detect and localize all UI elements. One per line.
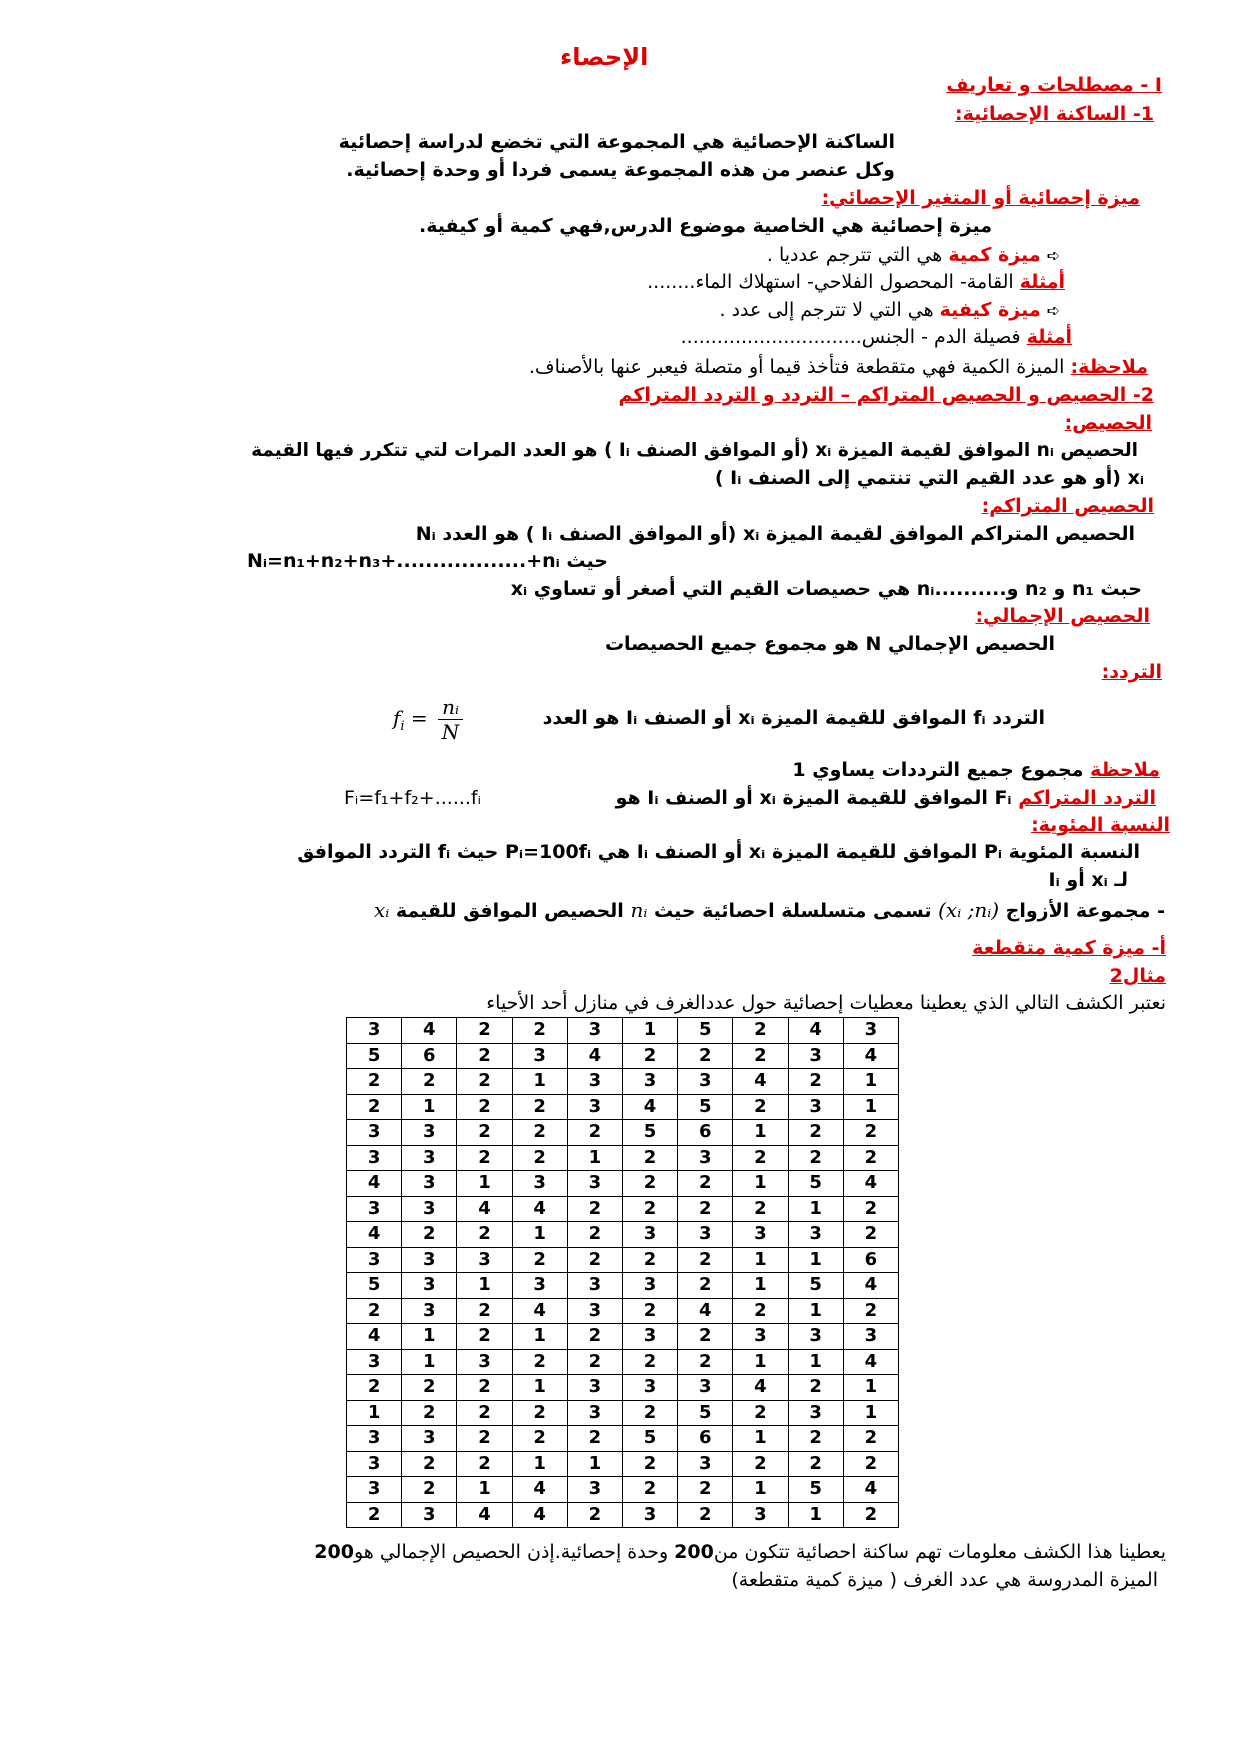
table-cell: 4 bbox=[347, 1171, 402, 1197]
cumulative-frequency-line bbox=[616, 786, 1156, 810]
table-cell: 2 bbox=[843, 1298, 898, 1324]
table-cell: 3 bbox=[402, 1298, 457, 1324]
note-label: ملاحظة: bbox=[1070, 356, 1148, 378]
conclusion-text-b: وحدة إحصائية.إذن الحصيص الإجمالي هو bbox=[353, 1541, 675, 1563]
table-cell: 3 bbox=[567, 1171, 622, 1197]
table-cell: 2 bbox=[457, 1451, 512, 1477]
examples-label: أمثلة bbox=[1019, 271, 1065, 293]
table-cell: 3 bbox=[733, 1502, 788, 1528]
table-cell: 2 bbox=[622, 1298, 677, 1324]
table-cell: 2 bbox=[402, 1069, 457, 1095]
table-cell: 1 bbox=[512, 1324, 567, 1350]
section-heading-definitions: I - مصطلحات و تعاريف bbox=[946, 74, 1162, 96]
table-cell: 1 bbox=[622, 1018, 677, 1044]
table-cell: 2 bbox=[457, 1375, 512, 1401]
table-cell: 2 bbox=[567, 1222, 622, 1248]
data-table-body bbox=[347, 1018, 899, 1528]
table-cell: 4 bbox=[512, 1298, 567, 1324]
table-cell: 1 bbox=[733, 1171, 788, 1197]
table-cell: 2 bbox=[622, 1171, 677, 1197]
table-cell: 2 bbox=[843, 1145, 898, 1171]
table-cell: 2 bbox=[457, 1298, 512, 1324]
table-cell: 5 bbox=[788, 1171, 843, 1197]
table-cell: 3 bbox=[567, 1298, 622, 1324]
formula-f-index: i bbox=[400, 718, 405, 734]
examples-label: أمثلة bbox=[1026, 326, 1072, 348]
table-cell: 1 bbox=[733, 1273, 788, 1299]
series-pair: (xᵢ ;nᵢ) bbox=[938, 898, 1000, 922]
table-cell: 2 bbox=[678, 1349, 733, 1375]
formula-numerator: nᵢ bbox=[438, 695, 463, 720]
table-cell: 2 bbox=[733, 1298, 788, 1324]
table-cell: 2 bbox=[457, 1094, 512, 1120]
table-cell: 3 bbox=[622, 1324, 677, 1350]
table-cell: 2 bbox=[733, 1145, 788, 1171]
qualitative-examples-line bbox=[681, 325, 1072, 349]
cumulative-count-line1: الحصيص المتراكم الموافق لقيمة الميزة xᵢ (أو الموافق الصنف Iᵢ ) هو العدد Nᵢ bbox=[415, 523, 1135, 545]
table-cell: 2 bbox=[567, 1349, 622, 1375]
table-cell: 3 bbox=[402, 1171, 457, 1197]
table-cell: 3 bbox=[512, 1171, 567, 1197]
table-cell: 3 bbox=[457, 1349, 512, 1375]
table-cell: 4 bbox=[733, 1069, 788, 1095]
example-label: مثال2 bbox=[1109, 965, 1166, 987]
qualitative-term: ميزة كيفية bbox=[939, 299, 1041, 321]
table-cell: 2 bbox=[788, 1145, 843, 1171]
table-cell: 2 bbox=[678, 1171, 733, 1197]
table-cell: 3 bbox=[788, 1222, 843, 1248]
note2-text: مجموع جميع الترددات يساوي 1 bbox=[792, 759, 1091, 781]
table-cell: 4 bbox=[512, 1502, 567, 1528]
table-cell: 3 bbox=[788, 1400, 843, 1426]
table-row bbox=[347, 1324, 899, 1350]
table-cell: 2 bbox=[457, 1222, 512, 1248]
table-cell: 2 bbox=[347, 1298, 402, 1324]
table-row bbox=[347, 1349, 899, 1375]
table-cell: 3 bbox=[678, 1069, 733, 1095]
frequency-heading: التردد: bbox=[1101, 661, 1162, 683]
table-cell: 3 bbox=[788, 1324, 843, 1350]
table-cell: 2 bbox=[622, 1477, 677, 1503]
table-row bbox=[347, 1451, 899, 1477]
series-definition bbox=[374, 898, 1165, 923]
table-cell: 2 bbox=[788, 1120, 843, 1146]
table-cell: 2 bbox=[402, 1400, 457, 1426]
conclusion-count-1: 200 bbox=[674, 1541, 714, 1563]
table-row bbox=[347, 1273, 899, 1299]
table-cell: 3 bbox=[678, 1451, 733, 1477]
arrow-bullet-icon: ➪ bbox=[1046, 246, 1060, 265]
table-cell: 1 bbox=[512, 1375, 567, 1401]
table-cell: 2 bbox=[457, 1426, 512, 1452]
table-cell: 1 bbox=[788, 1247, 843, 1273]
series-xi: xᵢ bbox=[373, 898, 390, 922]
table-row bbox=[347, 1171, 899, 1197]
table-cell: 3 bbox=[567, 1477, 622, 1503]
table-cell: 4 bbox=[567, 1043, 622, 1069]
table-cell: 2 bbox=[567, 1247, 622, 1273]
cumulative-frequency-term: التردد المتراكم bbox=[1018, 787, 1156, 809]
population-heading: 1- الساكنة الإحصائية: bbox=[954, 103, 1154, 125]
table-cell: 1 bbox=[788, 1298, 843, 1324]
table-cell: 3 bbox=[622, 1273, 677, 1299]
table-cell: 4 bbox=[347, 1222, 402, 1248]
table-cell: 2 bbox=[512, 1094, 567, 1120]
table-cell: 2 bbox=[512, 1120, 567, 1146]
table-row bbox=[347, 1069, 899, 1095]
table-cell: 6 bbox=[843, 1247, 898, 1273]
population-definition-line1: الساكنة الإحصائية هي المجموعة التي تخضع لدراسة إحصائية bbox=[338, 131, 895, 153]
series-ni: nᵢ bbox=[630, 898, 648, 922]
table-cell: 2 bbox=[347, 1375, 402, 1401]
table-cell: 1 bbox=[512, 1069, 567, 1095]
table-cell: 2 bbox=[457, 1120, 512, 1146]
table-cell: 2 bbox=[678, 1043, 733, 1069]
table-cell: 4 bbox=[622, 1094, 677, 1120]
series-text-b: تسمى متسلسلة احصائية حيث bbox=[647, 900, 939, 922]
table-cell: 3 bbox=[678, 1145, 733, 1171]
table-cell: 2 bbox=[567, 1502, 622, 1528]
table-cell: 2 bbox=[788, 1426, 843, 1452]
count-definition-line2: xᵢ (أو هو عدد القيم التي تنتمي إلى الصنف Iᵢ ) bbox=[714, 467, 1144, 489]
table-cell: 3 bbox=[347, 1247, 402, 1273]
table-row bbox=[347, 1196, 899, 1222]
table-cell: 2 bbox=[788, 1375, 843, 1401]
table-cell: 5 bbox=[788, 1477, 843, 1503]
table-cell: 3 bbox=[622, 1502, 677, 1528]
note-text: الميزة الكمية فهي متقطعة فتأخذ قيما أو متصلة فيعبر عنها بالأصناف. bbox=[528, 356, 1071, 378]
table-cell: 2 bbox=[733, 1043, 788, 1069]
table-cell: 4 bbox=[678, 1298, 733, 1324]
table-cell: 2 bbox=[347, 1069, 402, 1095]
table-cell: 2 bbox=[733, 1196, 788, 1222]
table-cell: 1 bbox=[567, 1145, 622, 1171]
conclusion-count-2: 200 bbox=[314, 1541, 354, 1563]
table-cell: 1 bbox=[347, 1400, 402, 1426]
table-row bbox=[347, 1426, 899, 1452]
table-cell: 2 bbox=[402, 1451, 457, 1477]
data-table bbox=[346, 1017, 899, 1528]
table-cell: 1 bbox=[788, 1196, 843, 1222]
table-row bbox=[347, 1018, 899, 1044]
table-cell: 3 bbox=[622, 1069, 677, 1095]
table-cell: 2 bbox=[733, 1094, 788, 1120]
table-cell: 5 bbox=[678, 1018, 733, 1044]
table-cell: 3 bbox=[402, 1247, 457, 1273]
population-definition-line2: وكل عنصر من هذه المجموعة يسمى فردا أو وحدة إحصائية. bbox=[346, 159, 895, 181]
table-cell: 2 bbox=[678, 1247, 733, 1273]
table-cell: 4 bbox=[843, 1043, 898, 1069]
percentage-heading: النسبة المئوية: bbox=[1031, 814, 1170, 836]
table-row bbox=[347, 1375, 899, 1401]
table-cell: 1 bbox=[512, 1451, 567, 1477]
table-cell: 2 bbox=[843, 1451, 898, 1477]
table-cell: 1 bbox=[457, 1273, 512, 1299]
table-cell: 2 bbox=[347, 1094, 402, 1120]
table-cell: 3 bbox=[402, 1196, 457, 1222]
table-cell: 2 bbox=[457, 1145, 512, 1171]
table-cell: 3 bbox=[788, 1094, 843, 1120]
table-cell: 3 bbox=[567, 1094, 622, 1120]
count-definition-line1: الحصيص nᵢ الموافق لقيمة الميزة xᵢ (أو الموافق الصنف Iᵢ ) هو العدد المرات لتي تتكرر فيها القيمة bbox=[251, 440, 1138, 461]
formula-fraction bbox=[438, 695, 463, 744]
table-cell: 2 bbox=[622, 1043, 677, 1069]
cumulative-frequency-text: Fᵢ الموافق للقيمة الميزة xᵢ أو الصنف Iᵢ هو bbox=[615, 787, 1019, 809]
qualitative-definition: هي التي لا تترجم إلى عدد . bbox=[719, 299, 940, 321]
table-cell: 2 bbox=[622, 1451, 677, 1477]
table-cell: 2 bbox=[678, 1196, 733, 1222]
variable-heading: ميزة إحصائية أو المتغير الإحصائي: bbox=[821, 187, 1140, 209]
table-row bbox=[347, 1043, 899, 1069]
table-cell: 2 bbox=[457, 1018, 512, 1044]
total-count-definition: الحصيص الإجمالي N هو مجموع جميع الحصيصات bbox=[604, 633, 1055, 655]
table-cell: 2 bbox=[622, 1247, 677, 1273]
table-cell: 3 bbox=[402, 1502, 457, 1528]
arrow-bullet-icon: ➪ bbox=[1046, 301, 1060, 320]
conclusion-line2: الميزة المدروسة هي عدد الغرف ( ميزة كمية متقطعة) bbox=[731, 1569, 1158, 1591]
quantitative-line bbox=[767, 243, 1060, 268]
table-cell: 2 bbox=[622, 1145, 677, 1171]
table-cell: 4 bbox=[843, 1477, 898, 1503]
table-cell: 1 bbox=[457, 1171, 512, 1197]
table-cell: 3 bbox=[347, 1018, 402, 1044]
section-heading-counts: 2- الحصيص و الحصيص المتراكم – التردد و التردد المتراكم bbox=[618, 384, 1154, 406]
quantitative-term: ميزة كمية bbox=[948, 244, 1041, 266]
table-cell: 4 bbox=[843, 1349, 898, 1375]
table-cell: 6 bbox=[678, 1120, 733, 1146]
table-cell: 6 bbox=[402, 1043, 457, 1069]
quantitative-examples: القامة- المحصول الفلاحي- استهلاك الماء........ bbox=[647, 271, 1020, 293]
table-cell: 3 bbox=[567, 1018, 622, 1044]
table-cell: 3 bbox=[347, 1477, 402, 1503]
cumulative-frequency-formula: Fᵢ=f₁+f₂+......fᵢ bbox=[344, 787, 482, 809]
table-cell: 2 bbox=[788, 1451, 843, 1477]
table-cell: 3 bbox=[347, 1349, 402, 1375]
table-cell: 5 bbox=[622, 1120, 677, 1146]
table-cell: 1 bbox=[402, 1349, 457, 1375]
table-cell: 2 bbox=[843, 1426, 898, 1452]
percentage-line1: النسبة المئوية Pᵢ الموافق للقيمة الميزة xᵢ أو الصنف Iᵢ هي Pᵢ=100fᵢ حيث fᵢ التردد الموافق bbox=[297, 841, 1140, 863]
count-heading: الحصيص: bbox=[1064, 412, 1152, 434]
series-text-c: الحصيص الموافق للقيمة bbox=[389, 900, 631, 922]
table-cell: 4 bbox=[512, 1196, 567, 1222]
table-cell: 2 bbox=[567, 1426, 622, 1452]
table-cell: 4 bbox=[512, 1477, 567, 1503]
note2-line bbox=[792, 758, 1160, 782]
table-row bbox=[347, 1222, 899, 1248]
table-cell: 3 bbox=[567, 1400, 622, 1426]
table-cell: 4 bbox=[347, 1324, 402, 1350]
table-row bbox=[347, 1247, 899, 1273]
note2-label: ملاحظة bbox=[1090, 759, 1160, 781]
table-cell: 3 bbox=[512, 1273, 567, 1299]
table-cell: 2 bbox=[512, 1400, 567, 1426]
formula-denominator: N bbox=[441, 720, 460, 744]
table-cell: 2 bbox=[733, 1400, 788, 1426]
example-intro: نعتبر الكشف التالي الذي يعطينا معطيات إحصائية حول عددالغرف في منازل أحد الأحياء bbox=[486, 992, 1166, 1014]
table-cell: 5 bbox=[678, 1094, 733, 1120]
table-cell: 3 bbox=[678, 1375, 733, 1401]
table-cell: 3 bbox=[843, 1324, 898, 1350]
table-cell: 4 bbox=[843, 1273, 898, 1299]
table-cell: 1 bbox=[567, 1451, 622, 1477]
qualitative-line bbox=[719, 298, 1060, 323]
table-cell: 2 bbox=[457, 1400, 512, 1426]
table-cell: 4 bbox=[402, 1018, 457, 1044]
table-cell: 4 bbox=[457, 1502, 512, 1528]
table-cell: 2 bbox=[678, 1477, 733, 1503]
table-cell: 2 bbox=[733, 1451, 788, 1477]
table-cell: 2 bbox=[788, 1069, 843, 1095]
table-cell: 1 bbox=[843, 1375, 898, 1401]
table-row bbox=[347, 1477, 899, 1503]
table-cell: 5 bbox=[347, 1043, 402, 1069]
table-row bbox=[347, 1120, 899, 1146]
table-cell: 2 bbox=[512, 1018, 567, 1044]
table-row bbox=[347, 1400, 899, 1426]
table-cell: 3 bbox=[567, 1069, 622, 1095]
table-cell: 5 bbox=[622, 1426, 677, 1452]
table-cell: 1 bbox=[733, 1247, 788, 1273]
formula-equals: = bbox=[404, 706, 435, 730]
table-cell: 2 bbox=[512, 1247, 567, 1273]
table-cell: 3 bbox=[347, 1120, 402, 1146]
table-cell: 2 bbox=[678, 1273, 733, 1299]
example-heading: أ- ميزة كمية متقطعة bbox=[972, 937, 1166, 959]
table-cell: 3 bbox=[622, 1222, 677, 1248]
table-cell: 2 bbox=[457, 1069, 512, 1095]
table-cell: 3 bbox=[347, 1196, 402, 1222]
conclusion-line1 bbox=[314, 1540, 1166, 1564]
table-cell: 1 bbox=[402, 1324, 457, 1350]
table-cell: 1 bbox=[843, 1069, 898, 1095]
table-row bbox=[347, 1298, 899, 1324]
page-title: الإحصاء bbox=[560, 43, 649, 71]
table-cell: 3 bbox=[567, 1375, 622, 1401]
qualitative-examples: فصيلة الدم - الجنس.............................. bbox=[680, 326, 1027, 348]
percentage-line2: لـ xᵢ أو Iᵢ bbox=[1048, 869, 1128, 891]
note-line bbox=[529, 355, 1148, 379]
table-cell: 1 bbox=[733, 1349, 788, 1375]
table-cell: 2 bbox=[622, 1196, 677, 1222]
table-cell: 3 bbox=[512, 1043, 567, 1069]
table-cell: 1 bbox=[402, 1094, 457, 1120]
quantitative-definition: هي التي تترجم عدديا . bbox=[766, 244, 949, 266]
conclusion-text-a: يعطينا هذا الكشف معلومات تهم ساكنة احصائية تتكون من bbox=[713, 1541, 1166, 1563]
formula-f: f bbox=[393, 706, 401, 730]
cumulative-count-formula: حيث Nᵢ=n₁+n₂+n₃+..................+nᵢ bbox=[246, 550, 608, 572]
table-cell: 3 bbox=[347, 1145, 402, 1171]
table-cell: 1 bbox=[843, 1094, 898, 1120]
table-cell: 2 bbox=[402, 1477, 457, 1503]
table-cell: 3 bbox=[567, 1273, 622, 1299]
quantitative-examples-line bbox=[647, 270, 1065, 294]
table-cell: 3 bbox=[733, 1222, 788, 1248]
table-row bbox=[347, 1502, 899, 1528]
table-cell: 6 bbox=[678, 1426, 733, 1452]
table-cell: 3 bbox=[678, 1222, 733, 1248]
table-cell: 1 bbox=[512, 1222, 567, 1248]
table-cell: 5 bbox=[788, 1273, 843, 1299]
table-cell: 3 bbox=[402, 1145, 457, 1171]
table-cell: 3 bbox=[788, 1043, 843, 1069]
table-row bbox=[347, 1094, 899, 1120]
table-cell: 2 bbox=[678, 1502, 733, 1528]
table-cell: 5 bbox=[678, 1400, 733, 1426]
table-cell: 2 bbox=[512, 1145, 567, 1171]
table-cell: 3 bbox=[347, 1426, 402, 1452]
table-cell: 4 bbox=[457, 1196, 512, 1222]
table-cell: 2 bbox=[622, 1349, 677, 1375]
table-cell: 2 bbox=[347, 1502, 402, 1528]
table-cell: 1 bbox=[733, 1477, 788, 1503]
table-cell: 2 bbox=[733, 1018, 788, 1044]
table-cell: 3 bbox=[457, 1247, 512, 1273]
table-cell: 3 bbox=[347, 1451, 402, 1477]
table-cell: 2 bbox=[843, 1222, 898, 1248]
total-count-heading: الحصيص الإجمالي: bbox=[975, 605, 1150, 627]
table-cell: 4 bbox=[843, 1171, 898, 1197]
table-cell: 1 bbox=[788, 1349, 843, 1375]
frequency-formula bbox=[393, 690, 467, 755]
table-cell: 3 bbox=[402, 1426, 457, 1452]
table-cell: 3 bbox=[733, 1324, 788, 1350]
table-cell: 3 bbox=[402, 1273, 457, 1299]
table-cell: 2 bbox=[457, 1324, 512, 1350]
table-cell: 2 bbox=[402, 1222, 457, 1248]
table-cell: 2 bbox=[512, 1349, 567, 1375]
table-cell: 4 bbox=[788, 1018, 843, 1044]
table-cell: 1 bbox=[843, 1400, 898, 1426]
table-cell: 2 bbox=[457, 1043, 512, 1069]
cumulative-count-heading: الحصيص المتراكم: bbox=[981, 495, 1154, 517]
table-cell: 3 bbox=[622, 1375, 677, 1401]
table-cell: 1 bbox=[733, 1120, 788, 1146]
table-cell: 1 bbox=[733, 1426, 788, 1452]
table-cell: 2 bbox=[512, 1426, 567, 1452]
table-cell: 5 bbox=[347, 1273, 402, 1299]
variable-definition: ميزة إحصائية هي الخاصية موضوع الدرس,فهي كمية أو كيفية. bbox=[419, 215, 992, 237]
table-cell: 4 bbox=[733, 1375, 788, 1401]
table-cell: 1 bbox=[788, 1502, 843, 1528]
table-cell: 2 bbox=[567, 1120, 622, 1146]
table-row bbox=[347, 1145, 899, 1171]
table-cell: 1 bbox=[457, 1477, 512, 1503]
table-cell: 2 bbox=[678, 1324, 733, 1350]
table-cell: 2 bbox=[567, 1196, 622, 1222]
table-cell: 3 bbox=[843, 1018, 898, 1044]
series-text-a: - مجموعة الأزواج bbox=[999, 900, 1165, 922]
table-cell: 2 bbox=[843, 1502, 898, 1528]
cumulative-count-line3: حبث n₁ و n₂ و..........nᵢ هي حصيصات القيم التي أصغر أو تساوي xᵢ bbox=[510, 578, 1142, 600]
table-cell: 3 bbox=[402, 1120, 457, 1146]
table-cell: 2 bbox=[622, 1400, 677, 1426]
table-cell: 2 bbox=[843, 1196, 898, 1222]
table-cell: 2 bbox=[567, 1324, 622, 1350]
frequency-definition: التردد fᵢ الموافق للقيمة الميزة xᵢ أو الصنف Iᵢ هو العدد bbox=[542, 707, 1045, 729]
table-cell: 2 bbox=[402, 1375, 457, 1401]
table-cell: 2 bbox=[843, 1120, 898, 1146]
